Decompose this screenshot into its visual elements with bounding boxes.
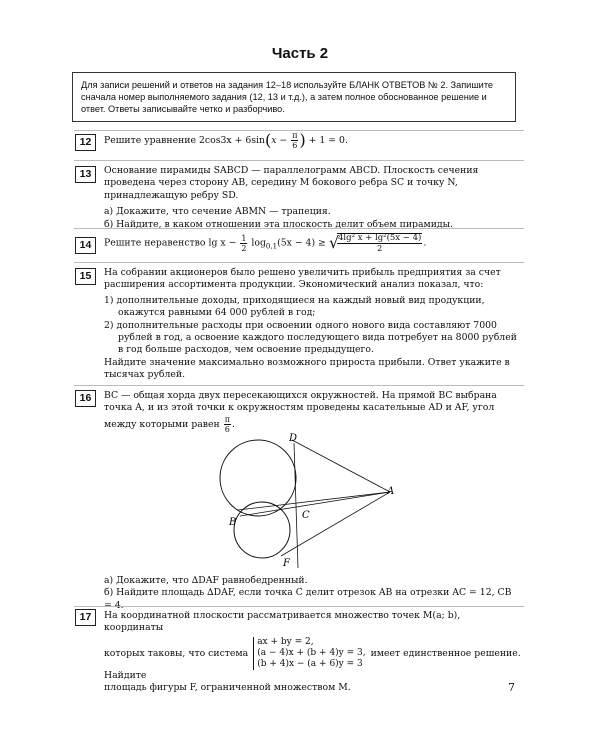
task-13 [104,165,522,231]
label-a: A [387,486,395,497]
task-13-b: б) Найдите, в каком отношении эта плоскость делит объем пирамиды. [104,218,454,230]
task-number-14: 14 [75,237,96,254]
instructions-box: Для записи решений и ответов на задания 12–18 используйте БЛАНК ОТВЕТОВ № 2. Запишите сначала номер выполняемого задания (12, 13 и т.д.), а затем полное обоснованное решение и ответ. Ответы записывайте четко и разборчиво. [72,72,516,122]
fraction-pi-6: $\frac{\pi}{6}$ [292,131,298,150]
line-ba-2 [238,492,390,510]
task-17: На координатной плоскости рассматривается множество точек M(a; b), координаты которых таковы, что система ax + by = 2, (a − 4)x + (b + 4)y = 3, (b + 4)x − (a + 6)y = 3 имеет единственное решение. Найдите площадь фигуры F, ограниченной множеством M. [104,610,521,694]
divider [74,606,524,607]
tangent-af [281,492,390,556]
geometry-figure [210,428,410,573]
tangent-ad [292,440,390,492]
label-d: D [289,433,298,444]
divider [74,160,524,161]
task-16-b: б) Найдите площадь ∆DAF, если точка C делит отрезок AB на отрезки AC = 12, CB = 4. [104,587,512,611]
task-13-text: Основание пирамиды SABCD — параллелограмм ABCD. Плоскость сечения проведена через сторону AB, середину M бокового ребра SC и точку N, принадлежащую ребру SD. [104,165,479,201]
task-16-text: BC — общая хорда двух пересекающихся окружностей. На прямой BC выбрана точка A, и из этой точки к окружностям проведены касательные AD и AF, угол между которыми равен [104,390,497,430]
task-number-12: 12 [75,134,96,151]
radical-fraction: $\frac{\text{4lg² x + lg²(5x − 4)}}{2}$ [338,233,422,253]
task-14: Решите неравенство lg x − $\frac{1}{2}$ $\log_{0,1}(5x - 4)$ ≥ √ $\frac{\text{4lg² x + lg²(5x − 4)}}{2}$ . [104,232,427,253]
divider [74,228,524,229]
task-number-17: 17 [75,609,96,626]
task-16: BC — общая хорда двух пересекающихся окружностей. На прямой BC выбрана точка A, и из этой точки к окружностям проведены касательные AD и AF, угол между которыми равен $\frac{\pi}{6}$ . [104,390,497,434]
task-16-a: а) Докажите, что ∆DAF равнобедренный. [104,575,308,586]
page-number: 7 [508,681,515,694]
task-15 [104,267,522,382]
secant-line [294,443,298,568]
task-17-text-3: площадь фигуры F, ограниченной множеством M. [104,682,351,694]
task-number-13: 13 [75,166,96,183]
task-17-text-1: На координатной плоскости рассматривается множество точек M(a; b), координаты [104,610,461,634]
page-title: Часть 2 [271,45,329,62]
task-13-a: а) Докажите, что сечение ABMN — трапеция. [104,206,331,218]
task-15-question: Найдите значение максимально возможного прироста прибыли. Ответ укажите в тысячах рублей. [104,356,510,381]
task-15-text: На собрании акционеров было решено увеличить прибыль предприятия за счет расширения ассортимента продукции. Экономический анализ показал, что: [104,267,501,291]
label-c: C [302,510,310,521]
task-15-item-1: 1) дополнительные доходы, приходящиеся на каждый новый вид продукции, окажутся равными 64 000 рублей в год; [104,294,485,319]
task-12: Решите уравнение 2cos3x + 6sin(x − $\frac{\pi}{6}$ ) + 1 = 0. [104,130,348,150]
line-ba [240,492,390,516]
equation-system: ax + by = 2, (a − 4)x + (b + 4)y = 3, (b + 4)x − (a + 6)y = 3 [253,637,365,670]
task-number-16: 16 [75,390,96,407]
divider [74,262,524,263]
task-15-item-2: 2) дополнительные расходы при освоении одного нового вида составляют 7000 рублей в год, а освоение каждого последующего вида потребует на 8000 рублей в год больше расходов, чем освоение предыдущего. [104,319,517,356]
task-14-text: Решите неравенство [104,237,206,249]
label-b: B [229,517,237,528]
small-circle [234,502,290,558]
divider [74,385,524,386]
task-12-text: Решите уравнение [104,135,196,146]
label-f: F [283,558,290,569]
task-number-15: 15 [75,268,96,285]
